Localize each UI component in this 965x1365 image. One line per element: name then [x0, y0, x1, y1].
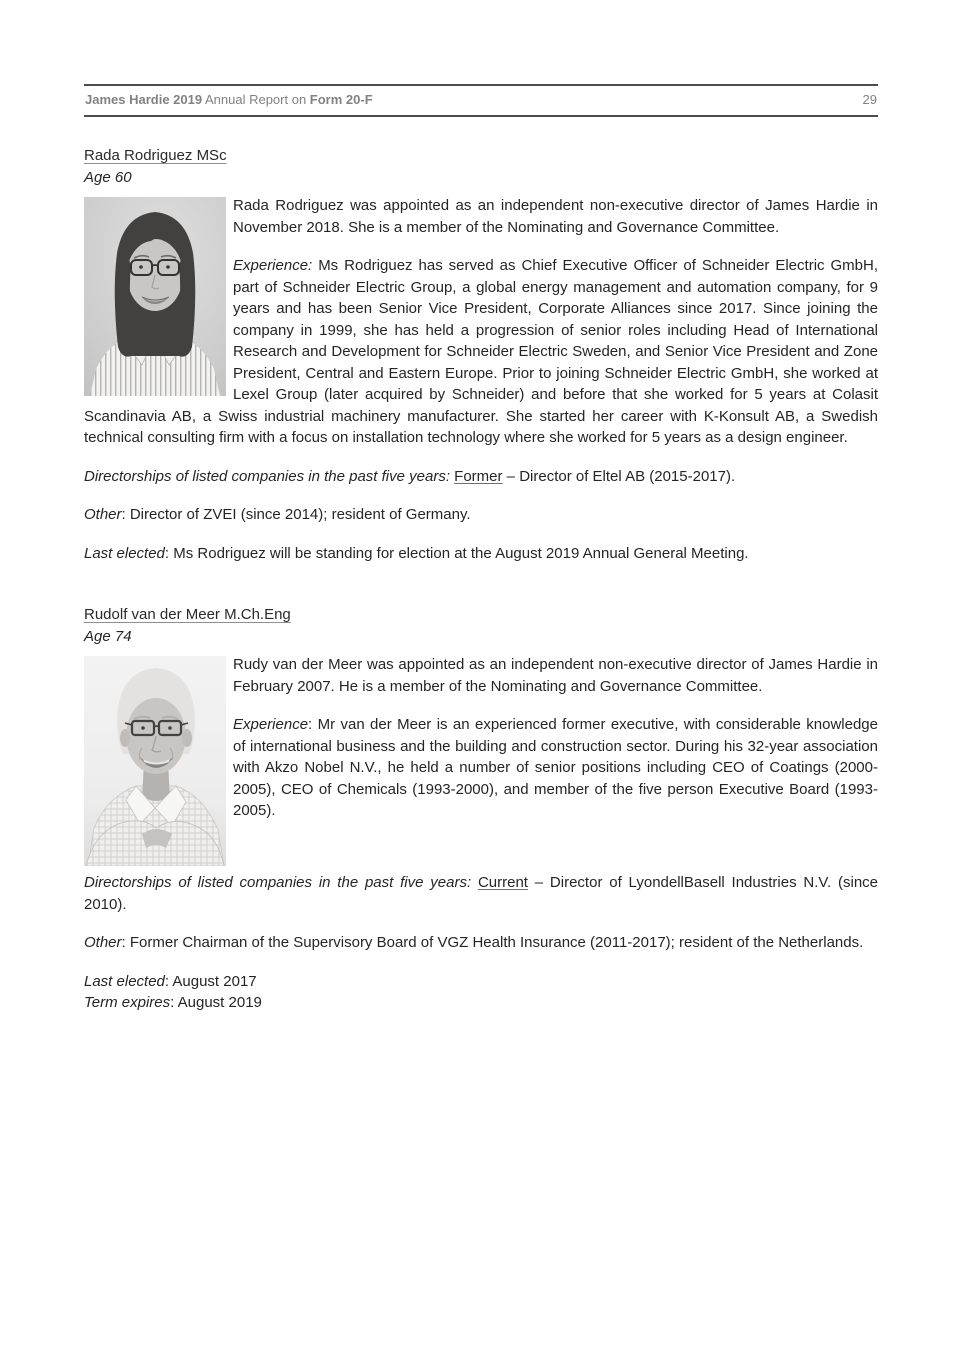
rada-rodriguez-photo: [84, 197, 226, 396]
bio-body: [84, 195, 878, 564]
directorships-label: Directorships of listed companies in the past five years:: [84, 467, 455, 485]
directorships-status: Current: [477, 874, 528, 891]
director-age: Age 74: [84, 627, 132, 645]
experience-label: Experience: [233, 716, 309, 733]
director-other: [84, 504, 878, 526]
bio-body: [84, 654, 878, 1014]
header-middle: Annual Report on: [202, 92, 310, 107]
directorships-text: – Director of LyondellBasell Industries N.V. (since 2010).: [84, 874, 878, 913]
rudolf-van-der-meer-photo: [84, 656, 226, 866]
other-text: : Director of ZVEI (since 2014); resident of Germany.: [121, 506, 471, 523]
term-expires-label: Term expires: [84, 994, 171, 1011]
director-last-elected: [84, 971, 878, 993]
experience-text: : Mr van der Meer is an experienced former executive, with considerable knowledge of international business and the building and construction sector. During his 32-year association with Akzo Nobel N.V., he held a number of senior positions including CEO of Coatings (2000-2005), CEO of Chemicals (1993-2000), and member of the five person Executive Board (1993-2005).: [233, 716, 878, 819]
director-name: Rudolf van der Meer M.Ch.Eng: [84, 606, 291, 623]
director-intro: Rudy van der Meer was appointed as an independent non-executive director of James Hardie in February 2007. He is a member of the Nominating and Governance Committee.: [233, 656, 878, 695]
header-brand: James Hardie 2019: [85, 92, 203, 107]
other-label: Other: [84, 506, 122, 523]
director-bio-rudolf-van-der-meer: [84, 604, 878, 1014]
page-number: 29: [862, 92, 877, 107]
page-header: [84, 84, 878, 117]
director-last-elected: [84, 543, 878, 565]
header-title: [85, 92, 373, 108]
director-directorships: [84, 466, 878, 488]
directorships-label: Directorships of listed companies in the past five years:: [84, 874, 478, 891]
director-bio-rada-rodriguez: [84, 145, 878, 564]
last-elected-text: : August 2017: [164, 972, 257, 990]
last-elected-text: : Ms Rodriguez will be standing for election at the August 2019 Annual General Meeting.: [164, 544, 749, 562]
last-elected-label: Last elected: [84, 972, 165, 990]
director-term-expires: [84, 992, 878, 1014]
director-election-block: [84, 971, 878, 1014]
directorships-text: – Director of Eltel AB (2015-2017).: [502, 467, 736, 485]
director-name: Rada Rodriguez MSc: [84, 147, 227, 164]
directorships-status: Former: [454, 467, 503, 485]
other-label: Other: [84, 934, 122, 951]
header-form: Form 20-F: [309, 92, 373, 107]
director-other: [84, 932, 878, 954]
director-age: Age 60: [84, 168, 132, 186]
other-text: : Former Chairman of the Supervisory Board of VGZ Health Insurance (2011-2017); resident of the Netherlands.: [121, 934, 864, 951]
last-elected-label: Last elected: [84, 544, 165, 562]
director-intro: Rada Rodriguez was appointed as an independent non-executive director of James Hardie in November 2018. She is a member of the Nominating and Governance Committee.: [233, 197, 878, 236]
experience-text: Ms Rodriguez has served as Chief Executive Officer of Schneider Electric GmbH, part of Schneider Electric Group, a global energy management and automation company, for 9 years and has been Senior Vice President, Corporate Alliances since 2017. Since joining the company in 1999, she has held a progression of senior roles including Head of International Research and Development for Schneider Electric Sweden, and Senior Vice President and Zone President, Central and Eastern Europe. Prior to joining Schneider Electric GmbH, she worked at Lexel Group (later acquired by Schneider) and before that she worked for 5 years at Colasit Scandinavia AB, a Swiss industrial machinery manufacturer. She started her career with K-Konsult AB, a Swedish technical consulting firm with a focus on installation technology where she worked for 5 years as a design engineer.: [84, 257, 878, 446]
term-expires-text: : August 2019: [170, 994, 262, 1011]
director-directorships: [84, 872, 878, 915]
experience-label: Experience:: [233, 257, 313, 274]
